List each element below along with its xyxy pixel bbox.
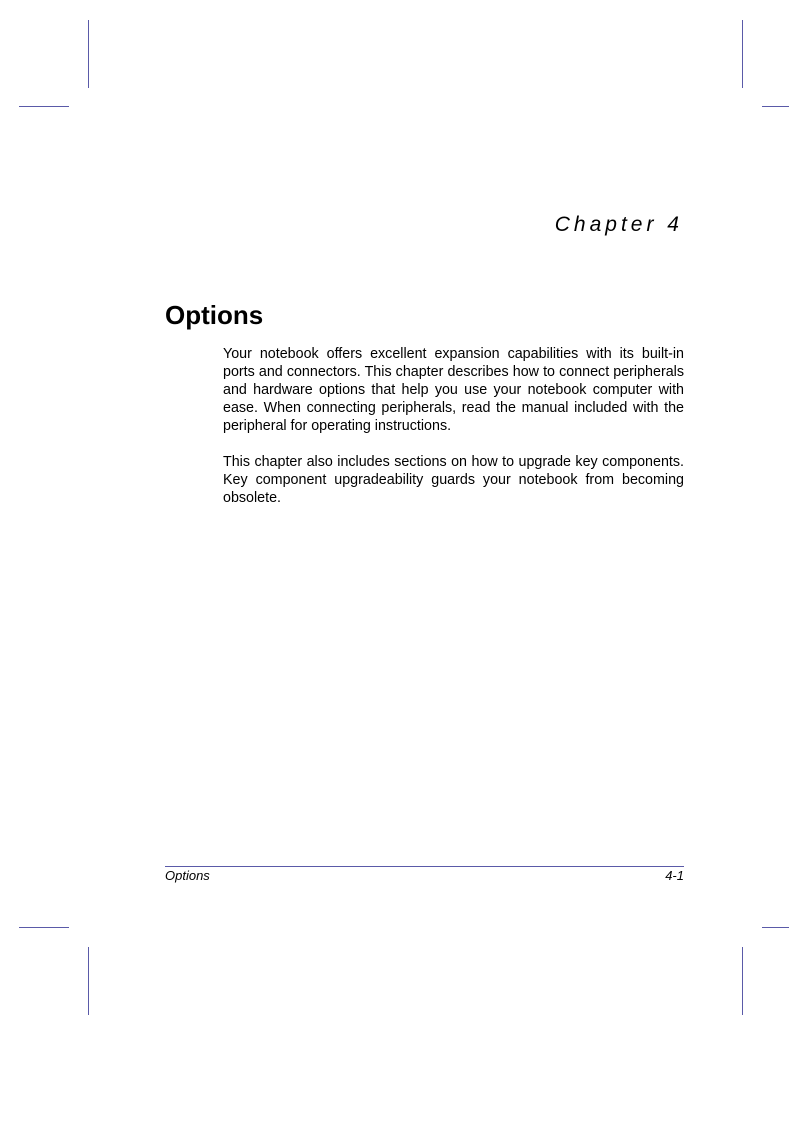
body-paragraph-1: Your notebook offers excellent expansion capabilities with its built-in ports and connectors. This chapter describes how to connect peripherals and hardware options that help you use your notebook computer with ease. When connecting peripherals, read the manual included with the peripheral for operating instructions. <box>223 346 684 434</box>
section-title: Options <box>165 300 264 330</box>
crop-mark-top-left-vertical <box>88 20 89 88</box>
crop-mark-top-right-vertical <box>742 20 743 88</box>
body-text <box>223 345 684 525</box>
footer-page-number: 4-1 <box>665 868 684 883</box>
body-paragraph-2: This chapter also includes sections on how to upgrade key components. Key component upgradeability guards your notebook from becoming obsolete. <box>223 454 684 506</box>
footer-rule <box>165 866 684 867</box>
footer-section-name: Options <box>165 868 210 883</box>
chapter-label: Chapter 4 <box>554 213 683 236</box>
crop-mark-bottom-right-horizontal <box>762 927 789 928</box>
crop-mark-bottom-left-horizontal <box>19 927 69 928</box>
crop-mark-bottom-right-vertical <box>742 947 743 1015</box>
crop-mark-bottom-left-vertical <box>88 947 89 1015</box>
crop-mark-top-left-horizontal <box>19 106 69 107</box>
crop-mark-top-right-horizontal <box>762 106 789 107</box>
